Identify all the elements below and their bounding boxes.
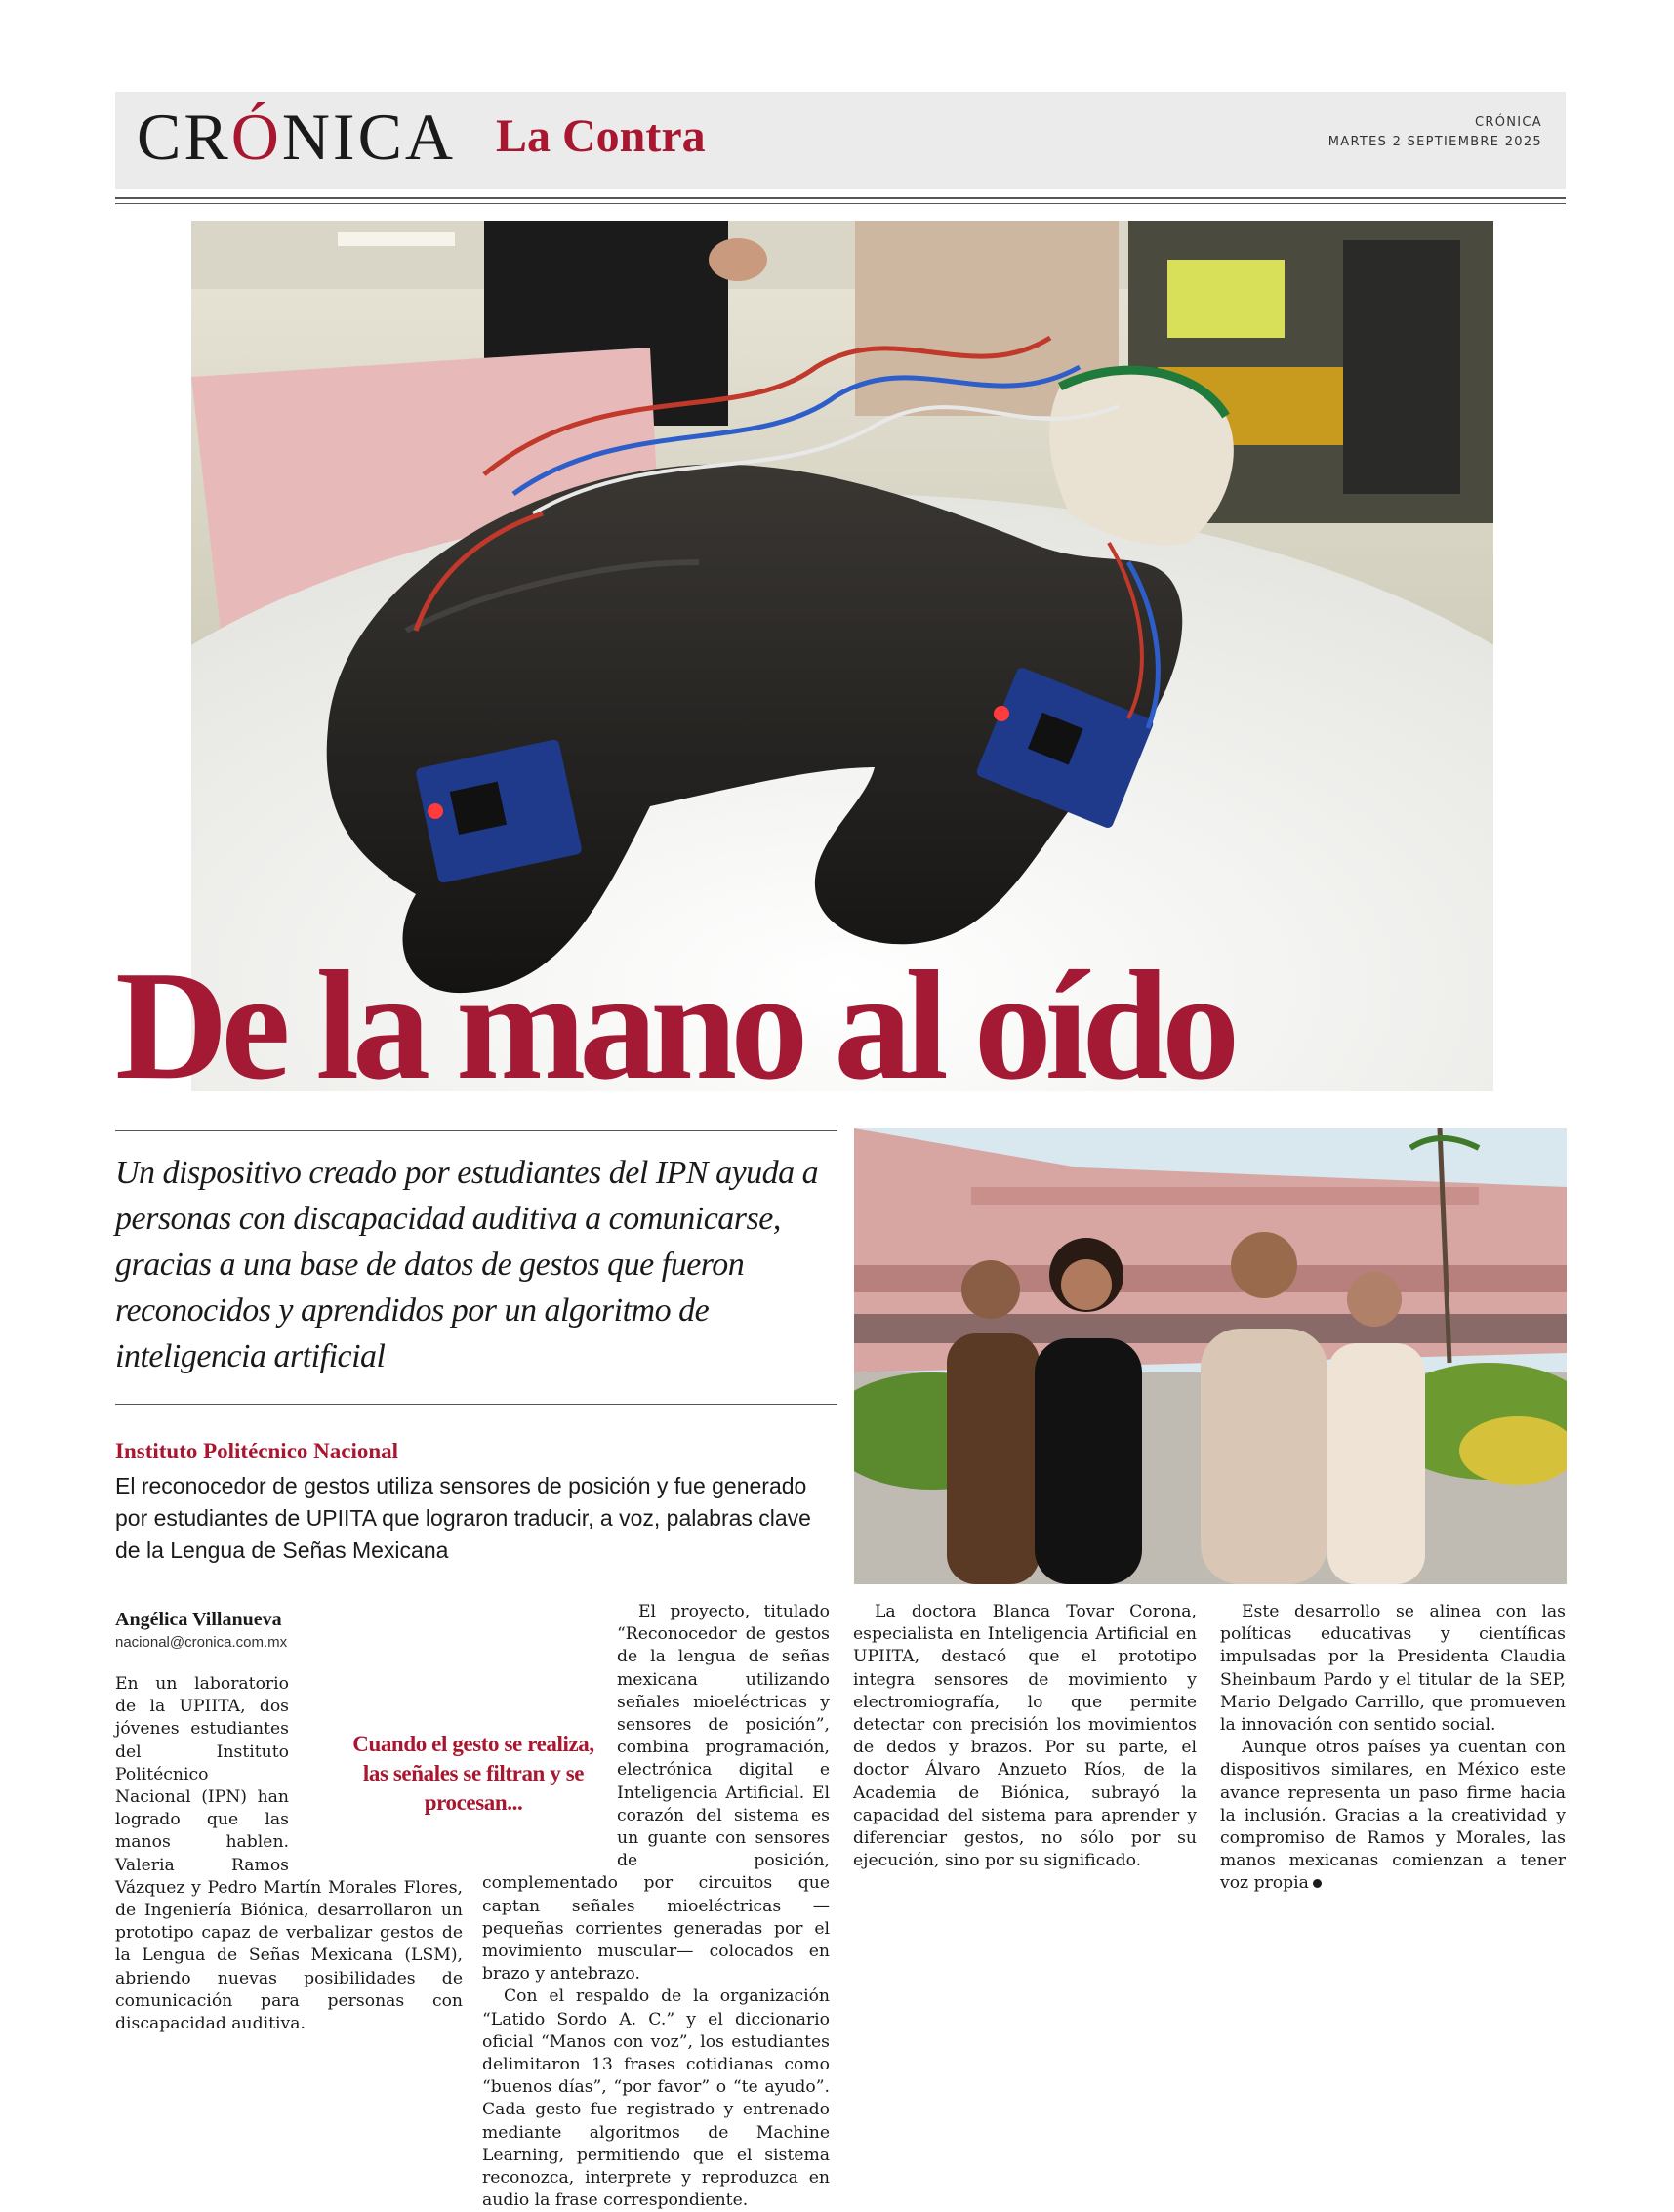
paper-name: CRÓNICA bbox=[1475, 115, 1542, 130]
section-title: La Contra bbox=[496, 110, 706, 162]
body-column-4 bbox=[1220, 1601, 1566, 1896]
masthead-rule-thin bbox=[115, 203, 1566, 204]
body-column-1 bbox=[115, 1673, 463, 2035]
team-photo bbox=[854, 1128, 1567, 1584]
deck: Un dispositivo creado por estudiantes del IPN ayuda a personas con discapacidad auditiva a comunicarse, gracias a una base de datos de gestos que fueron reconocidos y aprendidos por un algoritmo de inteligencia artificial bbox=[115, 1155, 819, 1374]
body-column-2 bbox=[482, 1601, 830, 2212]
deck-bottom-rule bbox=[115, 1404, 837, 1405]
author-email[interactable]: nacional@cronica.com.mx bbox=[115, 1634, 288, 1651]
edition-info bbox=[1328, 113, 1542, 152]
body-paragraph-final: Aunque otros países ya cuentan con dispositivos similares, en México este avance representa un paso firme hacia la inclusión. Gracias a la creatividad y compromiso de Ramos y Morales, las manos mexicanas comienzan a tener voz propia bbox=[1220, 1738, 1566, 1894]
newspaper-logo: CRÓNICA bbox=[137, 100, 457, 174]
body-paragraph: Este desarrollo se alinea con las políticas educativas y científicas impulsadas por la Presidenta Claudia Sheinbaum Pardo y el titular de la SEP, Mario Delgado Carrillo, que promueven la innovación con sentido social. bbox=[1220, 1602, 1566, 1736]
kicker-text: El reconocedor de gestos utiliza sensores de posición y fue generado por estudiantes de UPIITA que lograron traducir, a voz, palabras clave de la Lengua de Señas Mexicana bbox=[115, 1473, 811, 1563]
body-paragraph: La doctora Blanca Tovar Corona, especialista en Inteligencia Artificial en UPIITA, destacó que el prototipo integra sensores de movimiento y electromiografía, lo que permite detectar con precisión los movimientos de dedos y brazos. Por su parte, el doctor Álvaro Anzueto Ríos, de la Academia de Biónica, subrayó la capacidad del sistema para aprender y diferenciar gestos, no sólo por su ejecución, sino por su significado. bbox=[853, 1602, 1197, 1871]
pull-quote: Cuando el gesto se realiza, las señales se filtran y se procesan... bbox=[352, 1732, 594, 1815]
body-paragraph: Con el respaldo de la organización “Latido Sordo A. C.” y el diccionario oficial “Manos con voz”, los estudiantes delimitaron 13 frases cotidianas como “buenos días”, “por favor” o “te ayudo”. Cada gesto fue registrado y entrenado mediante algoritmos de Machine Learning, permitiendo que el sistema reconozca, interprete y reproduzca en audio la frase correspondiente. bbox=[482, 1987, 830, 2211]
body-column-3 bbox=[853, 1601, 1197, 1872]
body-paragraph: El proyecto, titulado “Reconocedor de gestos de la lengua de señas mexicana utilizando señales mioeléctricas y sensores de posición”, combina programación, electrónica digital e Inteligencia Artificial. El corazón del sistema es un guante con sensores de posición, complementado por circuitos que captan señales mioeléctricas —pequeñas corrientes generadas por el movimiento muscular— colocados en brazo y antebrazo. bbox=[482, 1602, 830, 1985]
end-mark-icon bbox=[1313, 1879, 1322, 1888]
pullquote-space-right bbox=[463, 1695, 609, 1851]
kicker-label: Instituto Politécnico Nacional bbox=[115, 1439, 399, 1463]
logo-accent-letter: Ó bbox=[230, 100, 282, 174]
edition-date: MARTES 2 SEPTIEMBRE 2025 bbox=[1327, 135, 1542, 149]
body-paragraph: En un laboratorio de la UPIITA, dos jóvenes estudiantes del Instituto Politécnico Nacional (IPN) han logrado que las manos hablen. Valeria Ramos Vázquez y Pedro Martín Morales Flores, de Ingeniería Biónica, desarrollaron un prototipo capaz de verbalizar gestos de la Lengua de Señas Mexicana (LSM), abriendo nuevas posibilidades de comunicación para personas con discapacidad auditiva. bbox=[115, 1674, 463, 2034]
masthead bbox=[115, 92, 1566, 189]
masthead-rule bbox=[115, 197, 1566, 199]
headline: De la mano al oído bbox=[115, 938, 1234, 1112]
author-name: Angélica Villanueva bbox=[115, 1609, 282, 1630]
team-photo-illustration bbox=[854, 1128, 1567, 1584]
deck-top-rule bbox=[115, 1130, 837, 1131]
